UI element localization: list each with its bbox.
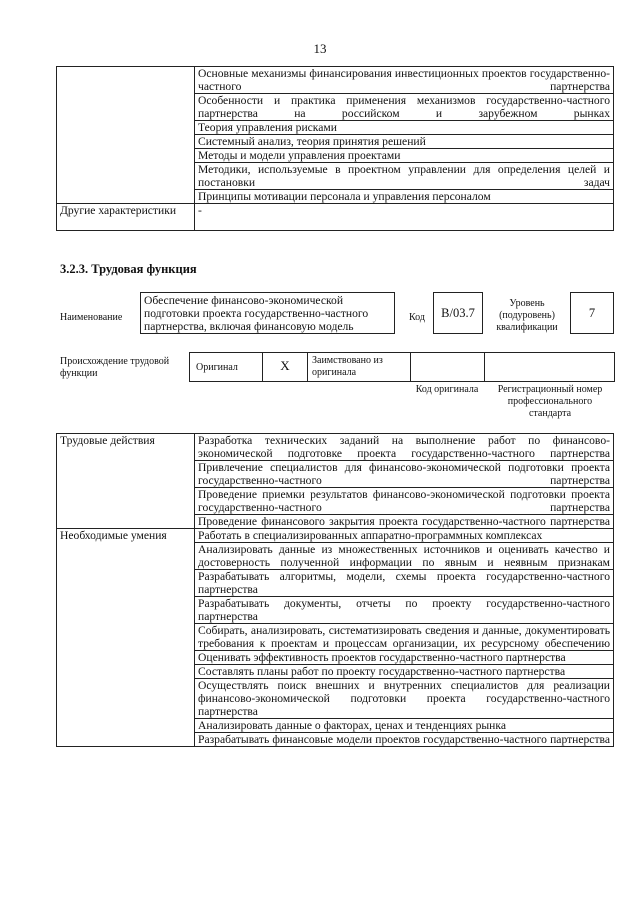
list-item: Методики, используемые в проектном управлении для определения целей и постановки задач: [195, 163, 614, 190]
list-item: Анализировать данные о факторах, ценах и тенденциях рынка: [195, 719, 614, 733]
table-row: [57, 204, 614, 231]
list-item: Методы и модели управления проектами: [195, 149, 614, 163]
list-item: Разрабатывать финансовые модели проектов государственно-частного партнерства: [195, 733, 614, 747]
list-item: Разработка технических заданий на выполнение работ по финансово-экономической подготовке проекта государственно-частного партнерства: [195, 434, 614, 461]
list-item: Оценивать эффективность проектов государственно-частного партнерства: [195, 651, 614, 665]
function-name-box: Обеспечение финансово-экономической подготовки проекта государственно-частного партнерства, включая финансовую модель: [140, 292, 395, 334]
original-mark: X: [280, 358, 290, 373]
table-row: [57, 434, 614, 461]
page-number: 13: [313, 41, 327, 56]
list-item: Принципы мотивации персонала и управления персоналом: [195, 190, 614, 204]
level-value-box: 7: [570, 292, 614, 334]
list-item: Разрабатывать документы, отчеты по проекту государственно-частного партнерства: [195, 597, 614, 624]
divider: [484, 352, 485, 382]
list-item: Особенности и практика применения механизмов государственно-частного партнерства на российском и зарубежном рынках: [195, 94, 614, 121]
labor-actions-label: Трудовые действия: [57, 434, 195, 529]
labor-actions-table: [56, 433, 614, 747]
divider: [410, 352, 411, 382]
list-item: Проведение приемки результатов финансово-экономической подготовки проекта государственно-частного партнерства: [195, 488, 614, 515]
list-item: Основные механизмы финансирования инвестиционных проектов государственно-частного партнерства: [195, 67, 614, 94]
code-label: Код: [409, 312, 425, 323]
list-item: Привлечение специалистов для финансово-экономической подготовки проекта государственно-частного партнерства: [195, 461, 614, 488]
name-label: Наименование: [60, 312, 123, 323]
list-item: Собирать, анализировать, систематизировать сведения и данные, документировать требования к проектам и процессам организации, их ресурсному обеспечению: [195, 624, 614, 651]
empty-label-cell: [57, 67, 195, 204]
list-item: Разрабатывать алгоритмы, модели, схемы проекта государственно-частного партнерства: [195, 570, 614, 597]
list-item: Составлять планы работ по проекту государственно-частного партнерства: [195, 665, 614, 679]
origin-label: Происхождение трудовой функции: [60, 356, 170, 379]
list-item: Теория управления рисками: [195, 121, 614, 135]
table-row: [57, 67, 614, 94]
level-label: Уровень (подуровень) квалификации: [496, 298, 558, 333]
other-characteristics-value: -: [195, 204, 614, 231]
origin-row: [189, 352, 615, 382]
knowledge-table: [56, 66, 614, 231]
list-item: Проведение финансового закрытия проекта государственно-частного партнерства: [195, 515, 614, 529]
original-label: Оригинал: [196, 362, 238, 373]
list-item: Анализировать данные из множественных источников и оценивать качество и достоверность полученной информации по явным и неявным признакам: [195, 543, 614, 570]
registration-caption: Регистрационный номер профессионального стандарта: [497, 384, 603, 419]
list-item: Осуществлять поиск внешних и внутренних специалистов для реализации финансово-экономической подготовки проекта государственно-частного партнерства: [195, 679, 614, 719]
section-heading: 3.2.3. Трудовая функция: [60, 262, 197, 276]
required-skills-label: Необходимые умения: [57, 529, 195, 747]
borrowed-label: Заимствовано из оригинала: [312, 355, 383, 378]
code-caption: Код оригинала: [415, 384, 479, 395]
code-value-box: B/03.7: [433, 292, 483, 334]
other-characteristics-label: Другие характеристики: [57, 204, 195, 231]
table-row: [57, 529, 614, 543]
list-item: Работать в специализированных аппаратно-программных комплексах: [195, 529, 614, 543]
divider: [307, 352, 308, 382]
list-item: Системный анализ, теория принятия решений: [195, 135, 614, 149]
